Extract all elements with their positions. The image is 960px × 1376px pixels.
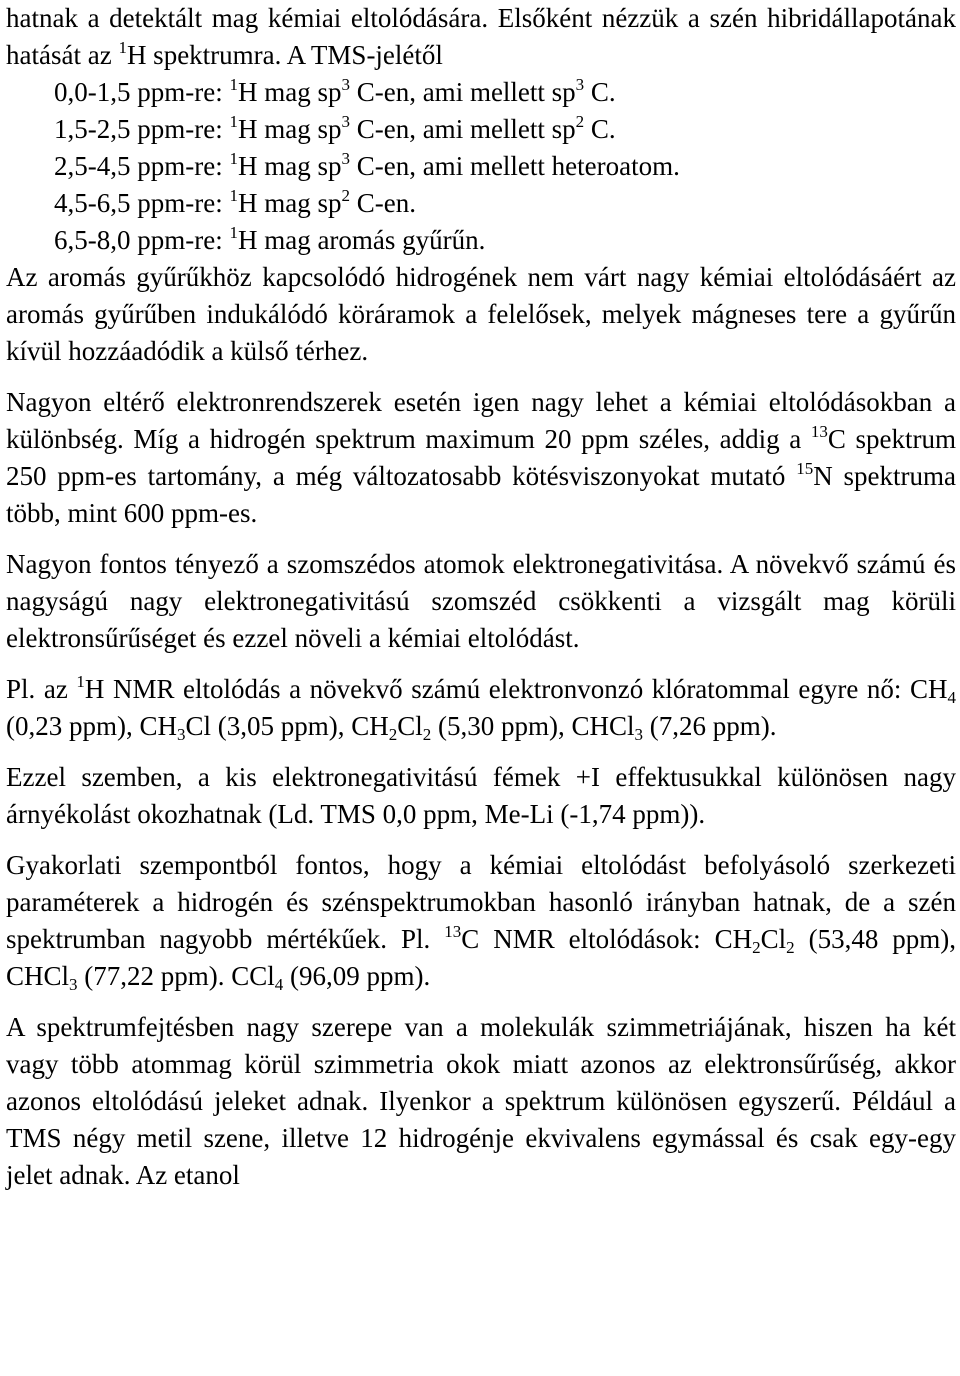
paragraph-metals: Ezzel szemben, a kis elektronegativitású fémek +I effektusukkal különösen nagy árnyékolást okozhatnak (Ld. TMS 0,0 ppm, Me-Li (-1,74 ppm)). — [6, 762, 956, 829]
paragraph-electron-systems: Nagyon eltérő elektronrendszerek esetén igen nagy lehet a kémiai eltolódásokban a különbség. Míg a hidrogén spektrum maximum 20 ppm széles, addig a $^{13}$C spektrum 250 ppm-es tartomány, a még változatosabb kötésviszonyokat mutató $^{15}$N spektruma több, mint 600 ppm-es. — [6, 387, 957, 528]
paragraph-practical: Gyakorlati szempontból fontos, hogy a kémiai eltolódást befolyásoló szerkezeti paraméterek a hidrogén és szénspektrumokban hasonló irányban hatnak, de a szén spektrumban nagyobb mértékűek. Pl. $^{13}$C NMR eltolódások: $CH_2Cl_2$ (53,48 ppm), CHCl$_3$ (77,22 ppm). CCl$_4$ (96,09 ppm). — [6, 850, 957, 994]
superscript: 1 — [229, 149, 238, 168]
subscript: 2 — [422, 725, 432, 744]
superscript: 3 — [575, 75, 585, 94]
superscript: 3 — [341, 149, 350, 168]
superscript: 15 — [796, 459, 814, 478]
superscript: 3 — [341, 75, 350, 94]
superscript: 3 — [341, 112, 350, 131]
subscript: 3 — [69, 975, 78, 994]
subscript: 4 — [274, 975, 284, 994]
subscript: 3 — [177, 725, 186, 744]
superscript: 2 — [341, 186, 350, 205]
superscript: 1 — [76, 672, 85, 691]
shift-range-list — [6, 74, 956, 259]
superscript: 13 — [810, 422, 828, 441]
superscript: 1 — [229, 186, 238, 205]
subscript: 2 — [786, 938, 795, 957]
paragraph-intro: hatnak a detektált mag kémiai eltolódására. Elsőként nézzük a szén hibridállapotának hatását az $^1$H spektrumra. A TMS-jelétől — [6, 3, 956, 70]
subscript: 2 — [752, 938, 761, 957]
subscript: 4 — [947, 688, 956, 707]
subscript: 3 — [634, 725, 644, 744]
superscript: 2 — [575, 112, 585, 131]
document-page — [6, 0, 956, 1194]
shift-range-item: 4,5-6,5 ppm-re: $^1$H mag $sp^2$ C-en. — [54, 186, 416, 218]
paragraph-symmetry: A spektrumfejtésben nagy szerepe van a molekulák szimmetriájának, hiszen ha két vagy több atommag körül szimmetria okok miatt azonos az elektronsűrűség, akkor azonos eltolódású jeleket adnak. Ilyenkor a spektrum különösen egyszerű. Például a TMS négy metil szene, illetve 12 hidrogénje ekvivalens egymással és csak egy-egy jelet adnak. Az etanol — [6, 1012, 956, 1190]
superscript: 1 — [118, 38, 127, 57]
paragraph-electronegativity: Nagyon fontos tényező a szomszédos atomok elektronegativitása. A növekvő számú és nagyságú nagy elektronegativitású szomszéd csökkenti a vizsgált mag körüli elektronsűrűséget és ezzel növeli a kémiai eltolódást. — [6, 549, 956, 653]
paragraph-aromatic: Az aromás gyűrűkhöz kapcsolódó hidrogének nem várt nagy kémiai eltolódásáért az aromás gyűrűben indukálódó köráramok a felelősek, melyek mágneses tere a gyűrűn kívül hozzáadódik a külső térhez. — [6, 262, 956, 366]
superscript: 1 — [229, 112, 238, 131]
paragraph-chlorine-example: Pl. az $^1$H NMR eltolódás a növekvő számú elektronvonzó klóratommal egyre nő: $CH_4$ (0,23 ppm), $CH_3Cl$ (3,05 ppm), $CH_2Cl_2$ (5,30 ppm), CHCl$_3$ (7,26 ppm). — [6, 672, 956, 744]
shift-range-item: 2,5-4,5 ppm-re: $^1$H mag $sp^3$ C-en, ami mellett heteroatom. — [54, 149, 680, 181]
shift-range-item: 0,0-1,5 ppm-re: $^1$H mag $sp^3$ C-en, ami mellett $sp^3$ C. — [54, 75, 616, 107]
subscript: 2 — [388, 725, 398, 744]
superscript: 13 — [444, 922, 462, 941]
shift-range-item: 1,5-2,5 ppm-re: $^1$H mag $sp^3$ C-en, ami mellett $sp^2$ C. — [54, 112, 616, 144]
superscript: 1 — [229, 75, 238, 94]
superscript: 1 — [229, 223, 238, 242]
shift-range-item: 6,5-8,0 ppm-re: $^1$H mag aromás gyűrűn. — [54, 223, 486, 255]
